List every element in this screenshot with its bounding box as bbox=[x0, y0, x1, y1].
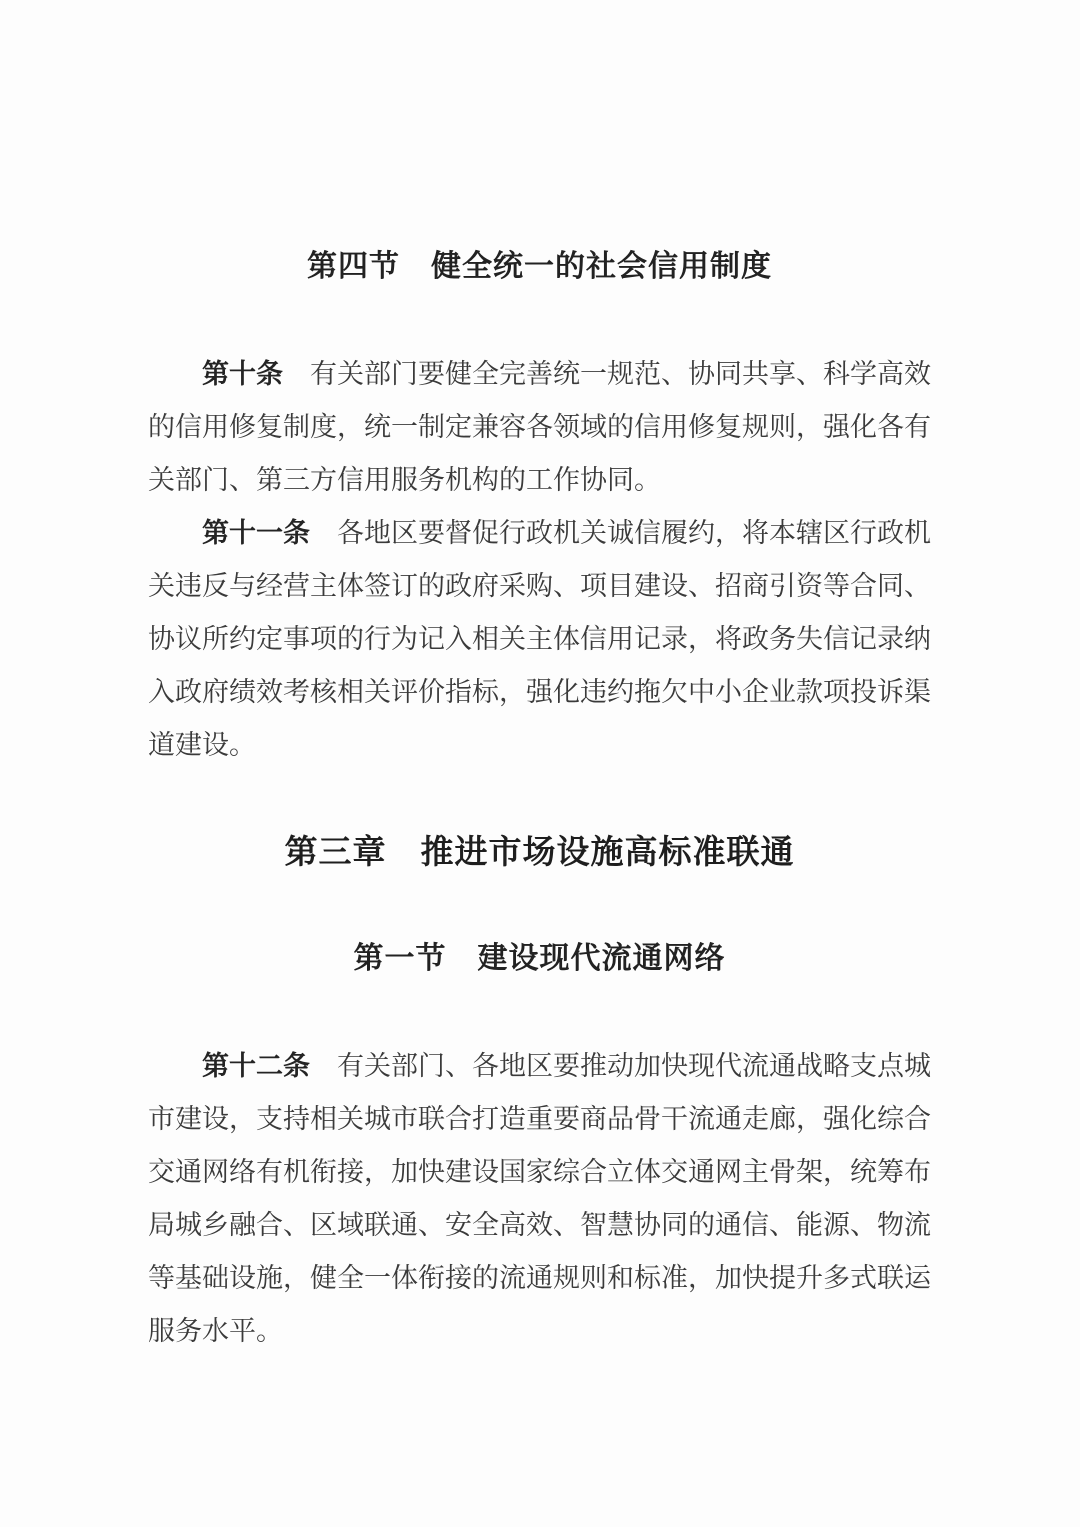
section-heading-circulation-network: 第一节 建设现代流通网络 bbox=[353, 942, 726, 975]
article-11-number: 第十一条 bbox=[202, 518, 310, 548]
section-heading-credit-system: 第四节 健全统一的社会信用制度 bbox=[307, 250, 772, 283]
article-10-text: 有关部门要健全完善统一规范、协同共享、科学高效的信用修复制度，统一制定兼容各领域的信用修复规则，强化各有关部门、第三方信用服务机构的工作协同。 bbox=[148, 359, 931, 495]
chapter-heading-market-facilities: 第三章 推进市场设施高标准联通 bbox=[284, 835, 795, 871]
article-10 bbox=[148, 348, 931, 507]
article-11-text: 各地区要督促行政机关诚信履约，将本辖区行政机关违反与经营主体签订的政府采购、项目建设、招商引资等合同、协议所约定事项的行为记入相关主体信用记录，将政务失信记录纳入政府绩效考核相关评价指标，强化违约拖欠中小企业款项投诉渠道建设。 bbox=[148, 518, 931, 760]
article-12-number: 第十二条 bbox=[202, 1051, 310, 1081]
article-10-number: 第十条 bbox=[202, 359, 283, 389]
article-12-text: 有关部门、各地区要推动加快现代流通战略支点城市建设，支持相关城市联合打造重要商品骨干流通走廊，强化综合交通网络有机衔接，加快建设国家综合立体交通网主骨架，统筹布局城乡融合、区域联通、安全高效、智慧协同的通信、能源、物流等基础设施，健全一体衔接的流通规则和标准，加快提升多式联运服务水平。 bbox=[148, 1051, 931, 1346]
article-12 bbox=[148, 1040, 931, 1358]
text-column bbox=[148, 240, 931, 1358]
article-11 bbox=[148, 507, 931, 772]
